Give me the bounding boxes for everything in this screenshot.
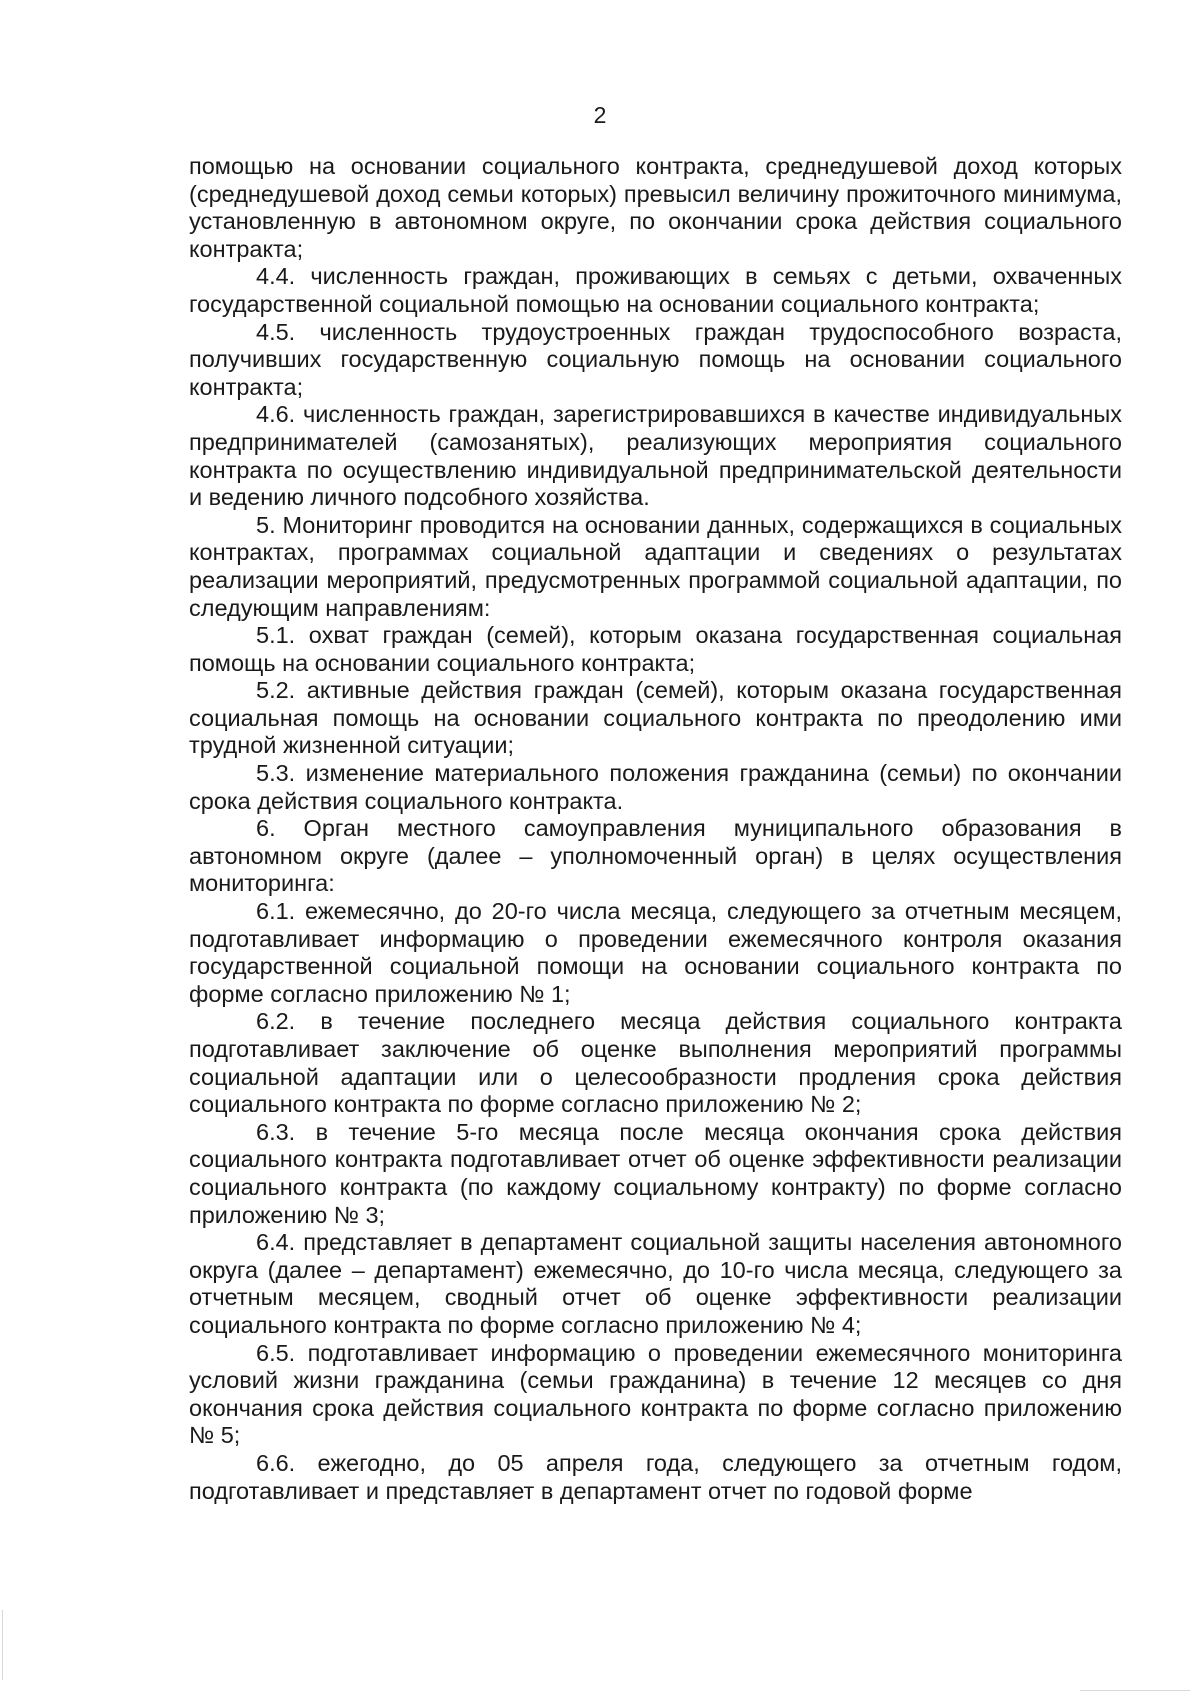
paragraph-5-3: 5.3. изменение материального положения гражданина (семьи) по окончании срока действия социального контракта. — [189, 760, 1122, 814]
document-body — [189, 153, 1122, 1505]
paragraph-4-5: 4.5. численность трудоустроенных граждан трудоспособного возраста, получивших государственную социальную помощь на основании социального контракта; — [189, 318, 1122, 400]
paragraph-6-2: 6.2. в течение последнего месяца действия социального контракта подготавливает заключение об оценке выполнения мероприятий программы социальной адаптации или о целесообразности продления срока действия социального контракта по форме согласно приложению № 2; — [189, 1008, 1122, 1118]
paragraph-6-1: 6.1. ежемесячно, до 20-го числа месяца, следующего за отчетным месяцем, подготавливает информацию о проведении ежемесячного контроля оказания государственной социальной помощи на основании социального контракта по форме согласно приложению № 1; — [189, 898, 1122, 1007]
paragraph-6: 6. Орган местного самоуправления муниципального образования в автономном округе (далее – уполномоченный орган) в целях осуществления мониторинга: — [189, 815, 1122, 897]
scan-edge-mark — [2, 1610, 3, 1680]
paragraph-6-3: 6.3. в течение 5-го месяца после месяца окончания срока действия социального контракта подготавливает отчет об оценке эффективности реализации социального контракта (по каждому социальному контракту) по форме согласно приложению № 3; — [189, 1118, 1122, 1228]
paragraph-6-6: 6.6. ежегодно, до 05 апреля года, следующего за отчетным годом, подготавливает и представляет в департамент отчет по годовой форме — [189, 1449, 1122, 1504]
paragraph-5-2: 5.2. активные действия граждан (семей), которым оказана государственная социальная помощь на основании социального контракта по преодолению ими трудной жизненной ситуации; — [189, 677, 1122, 759]
paragraph-6-4: 6.4. представляет в департамент социальной защиты населения автономного округа (далее – департамент) ежемесячно, до 10-го числа месяца, следующего за отчетным месяцем, сводный отчет об оценке эффективности реализации социального контракта по форме согласно приложению № 4; — [189, 1229, 1122, 1338]
paragraph-5: 5. Мониторинг проводится на основании данных, содержащихся в социальных контрактах, программах социальной адаптации и сведениях о результатах реализации мероприятий, предусмотренных программой социальной адаптации, по следующим направлениям: — [189, 511, 1122, 621]
paragraph-continuation: помощью на основании социального контракта, среднедушевой доход которых (среднедушевой доход семьи которых) превысил величину прожиточного минимума, установленную в автономном округе, по окончании срока действия социального контракта; — [189, 153, 1122, 262]
paragraph-6-5: 6.5. подготавливает информацию о проведении ежемесячного мониторинга условий жизни гражданина (семьи гражданина) в течение 12 месяцев со дня окончания срока действия социального контракта по форме согласно приложению № 5; — [189, 1339, 1122, 1449]
page-number: 2 — [593, 102, 607, 128]
scan-edge-mark — [1080, 1690, 1190, 1691]
paragraph-5-1: 5.1. охват граждан (семей), которым оказана государственная социальная помощь на основании социального контракта; — [189, 622, 1122, 676]
paragraph-4-6: 4.6. численность граждан, зарегистрировавшихся в качестве индивидуальных предпринимателей (самозанятых), реализующих мероприятия социального контракта по осуществлению индивидуальной предпринимательской деятельности и ведению личного подсобного хозяйства. — [189, 401, 1122, 511]
paragraph-4-4: 4.4. численность граждан, проживающих в семьях с детьми, охваченных государственной социальной помощью на основании социального контракта; — [189, 263, 1122, 317]
